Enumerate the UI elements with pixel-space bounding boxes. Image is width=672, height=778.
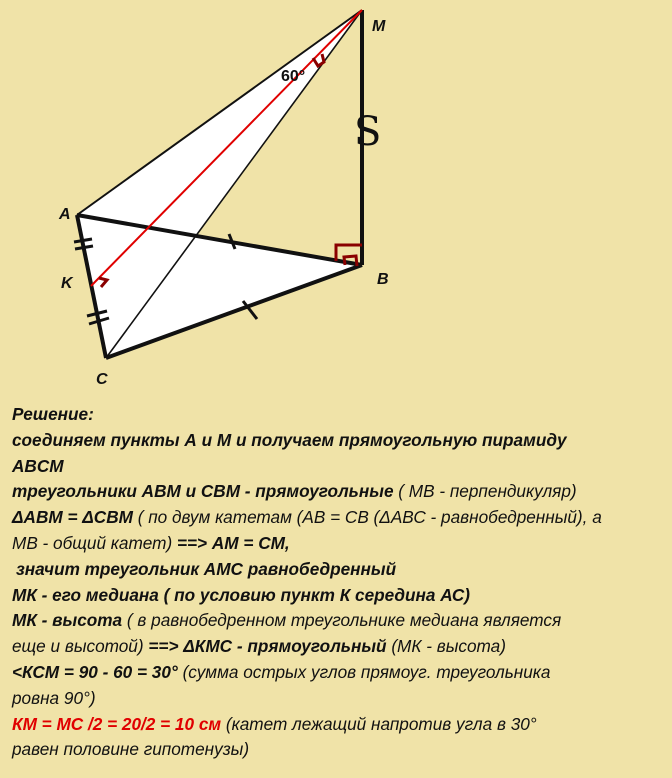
solution-line: [12, 712, 662, 738]
solution-line: соединяем пункты А и М и получаем прямоугольную пирамиду: [12, 429, 567, 450]
solution-bold: треугольники АВМ и СВМ - прямоугольные: [12, 481, 394, 502]
solution-line: значит треугольник АМС равнобедренный: [16, 558, 397, 579]
solution-bold: МК - высота: [12, 610, 123, 631]
solution-line: [12, 531, 662, 557]
solution-line: равен половине гипотенузы): [12, 739, 250, 760]
solution-bold: ==> ΔКМС - прямоугольный: [148, 636, 387, 657]
point-label-c: C: [96, 371, 108, 388]
solution-note: (катет лежащий напротив угла в 30°: [221, 713, 537, 734]
solution-answer: КМ = МС /2 = 20/2 = 10 см: [12, 713, 222, 734]
solution-line: [12, 479, 662, 505]
solution-heading: Решение:: [12, 404, 94, 424]
point-label-b: B: [377, 271, 389, 288]
face-abc: [77, 215, 362, 358]
side-label-s: S: [354, 109, 382, 155]
solution-note: (сумма острых углов прямоуг. треугольника: [177, 661, 551, 682]
solution-bold: ==> АМ = СМ,: [176, 532, 290, 553]
point-label-a: A: [59, 206, 71, 223]
solution-line: МК - его медиана ( по условию пункт К середина АС): [12, 584, 470, 605]
solution-note: МВ - общий катет): [12, 532, 177, 553]
right-angle-mark-b-outer: [336, 245, 362, 261]
solution-bold: ΔАВМ = ΔСВМ: [12, 507, 133, 528]
point-label-m: M: [372, 18, 386, 35]
solution-note: (МК - высота): [386, 636, 506, 657]
solution-line: ровна 90°): [12, 687, 96, 708]
angle-label-60: 60°: [281, 68, 306, 85]
solution-note: ( в равнобедренном треугольнике медиана является: [122, 610, 562, 631]
point-label-k: K: [61, 275, 73, 292]
solution-text: [12, 402, 662, 763]
solution-line: [12, 660, 662, 686]
solution-note: еще и высотой): [12, 636, 149, 657]
solution-bold: <КСМ = 90 - 60 = 30°: [12, 661, 178, 682]
solution-note: ( МВ - перпендикуляр): [393, 481, 577, 502]
solution-note: ( по двум катетам (АВ = СВ (ΔАВС - равнобедренный), а: [132, 507, 602, 528]
solution-line: [12, 505, 662, 531]
solution-line: ABCM: [12, 455, 64, 476]
solution-line: [12, 634, 662, 660]
solution-line: [12, 608, 662, 634]
